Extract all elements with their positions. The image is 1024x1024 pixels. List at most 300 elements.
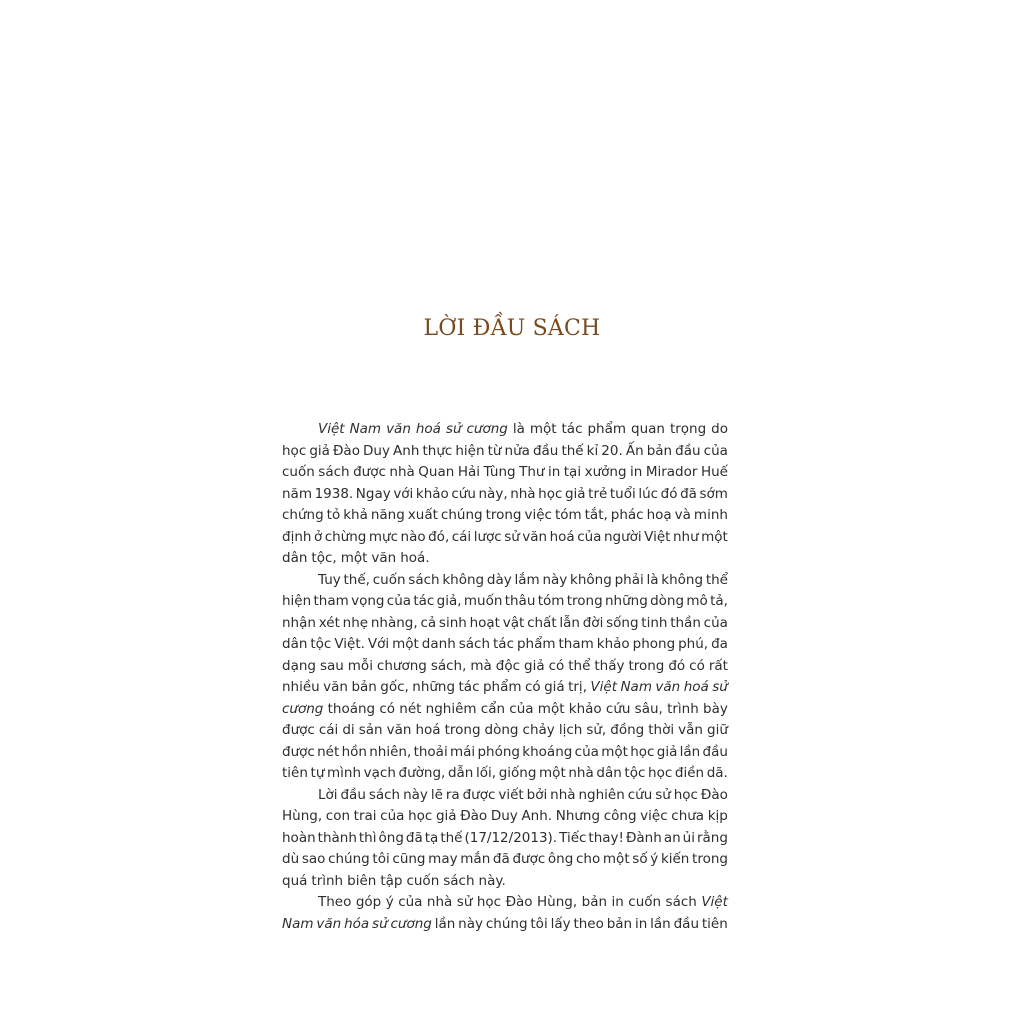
word: Đành — [625, 829, 662, 846]
word: thế — [440, 829, 463, 846]
word: tả, — [710, 593, 728, 609]
word: tác — [458, 679, 480, 695]
word: sử — [456, 894, 473, 910]
word: sớm — [699, 485, 728, 502]
word: tác — [561, 421, 583, 437]
word: sao — [301, 851, 326, 867]
word: ủi — [682, 829, 695, 846]
word: này. — [478, 872, 506, 889]
word: tôi — [372, 851, 390, 867]
word: từ — [487, 442, 502, 459]
word: một — [537, 700, 565, 717]
word: trai — [353, 808, 377, 824]
word: sâu, — [634, 700, 663, 717]
word: văn — [655, 679, 681, 695]
word: nghiêm — [425, 700, 477, 717]
word: hoá — [415, 421, 441, 437]
word: lần — [650, 915, 671, 932]
word: quan — [631, 421, 665, 437]
word: sách — [408, 571, 440, 588]
word: hồn — [341, 743, 367, 760]
word: giữ — [707, 722, 728, 738]
word: sử — [655, 786, 671, 803]
word: góp — [355, 894, 382, 910]
word: một — [529, 421, 557, 437]
word: chứng — [282, 507, 324, 523]
word: Duy — [363, 442, 390, 459]
word: Hùng, — [537, 894, 578, 910]
word: việc — [640, 808, 668, 824]
word: danh — [421, 636, 456, 652]
word: được — [462, 786, 496, 803]
word: được — [353, 464, 386, 480]
word: nào — [400, 528, 426, 545]
word: đã — [492, 851, 510, 867]
word: lẽ — [430, 786, 443, 803]
text-line — [282, 914, 728, 936]
word: Việt. — [334, 636, 365, 652]
word: thời — [648, 722, 675, 738]
word: phẩm — [482, 679, 522, 695]
word: tiên — [701, 915, 728, 932]
word: tác — [493, 636, 514, 652]
word: phú, — [678, 636, 709, 652]
word: đầu — [340, 786, 366, 803]
word: sản — [358, 722, 383, 738]
word: kịp — [707, 808, 728, 824]
word: cương — [466, 421, 508, 437]
word: Đào — [700, 786, 728, 803]
body-text — [282, 419, 728, 935]
word: nhà — [568, 765, 594, 781]
text-line — [282, 527, 728, 549]
word: giả, — [436, 593, 462, 609]
word: vọng — [351, 593, 385, 609]
word: Duy — [490, 808, 518, 824]
word: chương — [376, 657, 427, 674]
word: ở — [313, 528, 323, 545]
word: cuốn — [628, 894, 662, 910]
word: chất — [527, 614, 557, 631]
word: văn — [371, 550, 397, 566]
word: Mirador — [645, 464, 698, 480]
word: đã — [405, 829, 423, 846]
word: hoá — [549, 528, 575, 545]
word: có — [689, 657, 705, 674]
word: sách — [368, 786, 401, 803]
word: và — [674, 507, 691, 523]
word: Ngay — [355, 485, 391, 502]
word: con — [325, 808, 351, 824]
word: cẩn — [480, 700, 506, 717]
word: gốc, — [380, 679, 409, 695]
word: độc — [495, 657, 521, 674]
word: in — [547, 464, 561, 480]
text-line — [282, 742, 728, 764]
word: số — [632, 851, 648, 867]
word: lối, — [476, 765, 497, 781]
word: giống — [498, 765, 537, 781]
word: Đào — [460, 808, 488, 824]
word: hoá — [683, 679, 709, 695]
word: Nhưng — [555, 808, 601, 824]
text-line — [282, 462, 728, 484]
text-line — [282, 677, 728, 699]
word: rất — [708, 657, 728, 674]
word: vẫn — [678, 722, 703, 738]
word: sách — [665, 894, 697, 910]
word: văn — [316, 915, 342, 932]
word: tộc — [310, 636, 332, 652]
word: trong — [485, 507, 522, 523]
word: thay! — [588, 829, 624, 846]
word: viết — [498, 786, 524, 803]
word: học — [673, 786, 698, 803]
word: đời — [582, 614, 604, 631]
word: không — [661, 571, 704, 588]
word: đường, — [398, 765, 446, 781]
word: cuốn — [372, 571, 406, 588]
word: nhàng, — [370, 614, 418, 631]
word: giả — [435, 808, 457, 824]
word: do — [711, 421, 728, 437]
word: của — [703, 614, 728, 631]
word: trong — [628, 657, 665, 674]
word: thể — [568, 657, 591, 674]
word: là — [512, 421, 525, 437]
word: một — [392, 636, 419, 652]
word: tập — [380, 872, 403, 889]
word: nhẹ — [342, 614, 369, 631]
word: nét — [317, 743, 340, 760]
text-line — [282, 634, 728, 656]
word: tắt, — [584, 507, 608, 523]
word: thế, — [343, 571, 370, 588]
word: định — [282, 528, 312, 545]
word: của — [386, 593, 412, 609]
text-line — [282, 785, 728, 807]
word: lược — [473, 528, 502, 545]
word: lịch — [558, 722, 583, 738]
word: Thư — [519, 464, 545, 480]
word: Theo — [318, 894, 352, 910]
word: đầu — [673, 915, 700, 932]
word: đã — [680, 485, 697, 502]
word: mà — [470, 657, 492, 674]
text-line — [282, 656, 728, 678]
word: có — [524, 679, 541, 695]
word: đầu — [532, 442, 559, 459]
word: sách, — [430, 657, 467, 674]
word: bản — [646, 442, 673, 459]
word: này — [458, 915, 483, 932]
text-line — [282, 763, 728, 785]
word: chưa — [671, 808, 705, 824]
word: Nam — [349, 421, 382, 437]
word: chảy — [522, 722, 555, 738]
word: cái — [318, 722, 339, 738]
word: thì — [358, 829, 377, 846]
word: xuất — [407, 507, 438, 523]
word: minh — [693, 507, 728, 523]
word: mỗi — [347, 657, 373, 674]
word: tạ — [424, 829, 439, 846]
word: lấy — [550, 915, 571, 932]
word: Hải — [457, 464, 480, 480]
text-line — [282, 419, 728, 441]
word: trong — [692, 851, 728, 867]
word: một — [539, 765, 566, 781]
word: không — [570, 571, 612, 588]
word: lần — [434, 915, 456, 932]
word: tộc, — [311, 550, 337, 566]
word: biên — [347, 872, 377, 889]
word: cả — [420, 614, 437, 631]
word: sử — [445, 421, 462, 437]
page-title: LỜI ĐẦU SÁCH — [423, 316, 601, 341]
word: mắn — [460, 851, 491, 867]
word: sống — [606, 614, 639, 631]
word: bản — [351, 679, 377, 695]
word: bản — [606, 915, 633, 932]
word: Lời — [318, 786, 338, 803]
word: văn — [386, 722, 412, 738]
word: đầu — [702, 743, 728, 760]
word: dân — [282, 636, 308, 652]
word: hoạ — [646, 507, 672, 523]
word: phẩm — [587, 421, 627, 437]
word: nhận — [282, 614, 316, 631]
word: lẫn — [559, 614, 580, 631]
word: Việt — [590, 679, 618, 695]
word: của — [398, 894, 423, 910]
word: đồng — [610, 722, 645, 738]
word: bởi — [526, 786, 548, 803]
word: tại — [563, 464, 582, 480]
word: giả — [309, 442, 330, 459]
word: của — [703, 442, 728, 459]
word: in — [634, 915, 648, 932]
text-line — [282, 591, 728, 613]
word: sách — [318, 464, 350, 480]
word: thấy — [594, 657, 625, 674]
word: dày — [486, 571, 512, 588]
word: dã. — [706, 765, 728, 781]
word: vạch — [363, 765, 396, 781]
word: Việt — [644, 528, 671, 545]
word: tuổi — [609, 485, 636, 502]
word: dân — [282, 550, 308, 566]
word: mình — [327, 765, 362, 781]
word: nửa — [504, 442, 530, 459]
word: thoải — [413, 743, 448, 760]
text-line — [282, 570, 728, 592]
word: đó, — [428, 528, 450, 545]
word: mực — [368, 528, 399, 545]
text-line — [282, 892, 728, 914]
word: Huế — [700, 464, 728, 480]
word: ý — [650, 851, 659, 867]
word: tham — [558, 636, 594, 652]
word: này — [542, 571, 568, 588]
word: cương — [282, 700, 324, 717]
word: thoáng — [327, 700, 376, 717]
word: cứu — [605, 700, 631, 717]
word: Đào — [332, 442, 360, 459]
word: giá — [544, 679, 565, 695]
word: tóm — [554, 507, 582, 523]
word: nhà — [550, 786, 576, 803]
word: văn — [522, 528, 548, 545]
word: xưởng — [584, 464, 627, 480]
word: tiên — [282, 765, 308, 781]
word: Việt — [701, 894, 728, 910]
word: sử — [504, 528, 520, 545]
word: không — [442, 571, 485, 588]
word: một — [602, 851, 630, 867]
word: cứu — [451, 485, 476, 502]
word: một — [340, 550, 368, 566]
word: di — [342, 722, 355, 738]
word: một — [601, 743, 628, 760]
word: này, — [478, 485, 508, 502]
word: điền — [674, 765, 705, 781]
word: được — [282, 743, 315, 760]
word: ý — [385, 894, 394, 910]
word: học — [538, 485, 563, 502]
word: thành — [317, 829, 357, 846]
word: sử — [712, 679, 728, 695]
word: sách — [443, 872, 475, 889]
word: trị, — [568, 679, 587, 695]
word: cuốn — [282, 464, 315, 480]
word: (17/12/2013). — [464, 829, 558, 846]
word: hóa — [344, 915, 370, 932]
word: thế — [561, 442, 584, 459]
word: cuốn — [406, 872, 440, 889]
word: khảo — [568, 700, 602, 717]
word: ông — [547, 851, 574, 867]
word: 20. — [601, 442, 623, 459]
word: Với — [367, 636, 390, 652]
word: tôi — [530, 915, 548, 932]
word: phóng — [477, 743, 520, 760]
word: trẻ — [588, 485, 608, 502]
word: người — [603, 528, 642, 545]
word: Ấn — [625, 442, 644, 459]
word: thực — [422, 442, 453, 459]
word: học — [630, 743, 655, 760]
word: học — [648, 765, 673, 781]
word: Nam — [620, 679, 652, 695]
word: Tùng — [483, 464, 516, 480]
word: học — [476, 894, 502, 910]
word: Tiếc — [559, 829, 587, 846]
word: in — [611, 894, 624, 910]
word: thần — [670, 614, 701, 631]
word: lắm — [514, 571, 540, 588]
word: học — [408, 808, 433, 824]
word: Anh. — [521, 808, 553, 824]
word: năm — [282, 485, 312, 502]
word: nhà — [389, 464, 415, 480]
word: cái — [451, 528, 472, 545]
word: của — [574, 743, 599, 760]
word: nhà — [510, 485, 536, 502]
word: hiện — [455, 442, 485, 459]
word: đó — [668, 657, 686, 674]
word: giả — [656, 743, 678, 760]
word: chúng — [440, 507, 483, 523]
word: vật — [502, 614, 525, 631]
word: nhà — [426, 894, 453, 910]
text-line — [282, 806, 728, 828]
word: này — [403, 786, 428, 803]
word: muốn — [463, 593, 503, 609]
word: cứu — [627, 786, 653, 803]
word: sử — [372, 915, 388, 932]
text-line — [282, 505, 728, 527]
word: dòng — [484, 722, 519, 738]
word: Việt — [318, 421, 345, 437]
word: sử, — [586, 722, 607, 738]
word: Quan — [418, 464, 455, 480]
word: hoạt — [469, 614, 500, 631]
word: phẩm — [516, 636, 556, 652]
word: được — [512, 851, 546, 867]
word: phong — [632, 636, 676, 652]
word: chúng — [328, 851, 370, 867]
word: với — [393, 485, 414, 502]
word: dạng — [282, 657, 316, 674]
word: Nam — [282, 915, 314, 932]
word: đa — [711, 636, 728, 652]
text-line — [282, 699, 728, 721]
text-line — [282, 484, 728, 506]
word: có — [379, 700, 396, 717]
word: tóm — [537, 593, 565, 609]
word: tỏ — [326, 507, 341, 523]
word: việc — [524, 507, 552, 523]
word: khoáng — [522, 743, 573, 760]
word: rằng — [696, 829, 728, 846]
word: trình — [667, 700, 699, 717]
text-line — [282, 613, 728, 635]
word: cho — [575, 851, 601, 867]
word: mô — [686, 593, 708, 609]
text-line — [282, 849, 728, 871]
word: trong — [444, 722, 481, 738]
word: lần — [679, 743, 701, 760]
word: có — [548, 657, 565, 674]
word: một — [701, 528, 728, 545]
word: thâu — [504, 593, 536, 609]
word: bản — [581, 894, 608, 910]
word: những — [604, 593, 648, 609]
word: phải — [614, 571, 644, 588]
word: dù — [282, 851, 300, 867]
word: nghiên — [578, 786, 625, 803]
word: trọng — [669, 421, 707, 437]
word: của — [577, 528, 602, 545]
word: thể — [705, 571, 728, 588]
word: an — [663, 829, 681, 846]
word: sinh — [438, 614, 467, 631]
word: đầu — [675, 442, 701, 459]
word: cũng — [392, 851, 426, 867]
word: kiến — [660, 851, 690, 867]
word: công — [603, 808, 637, 824]
